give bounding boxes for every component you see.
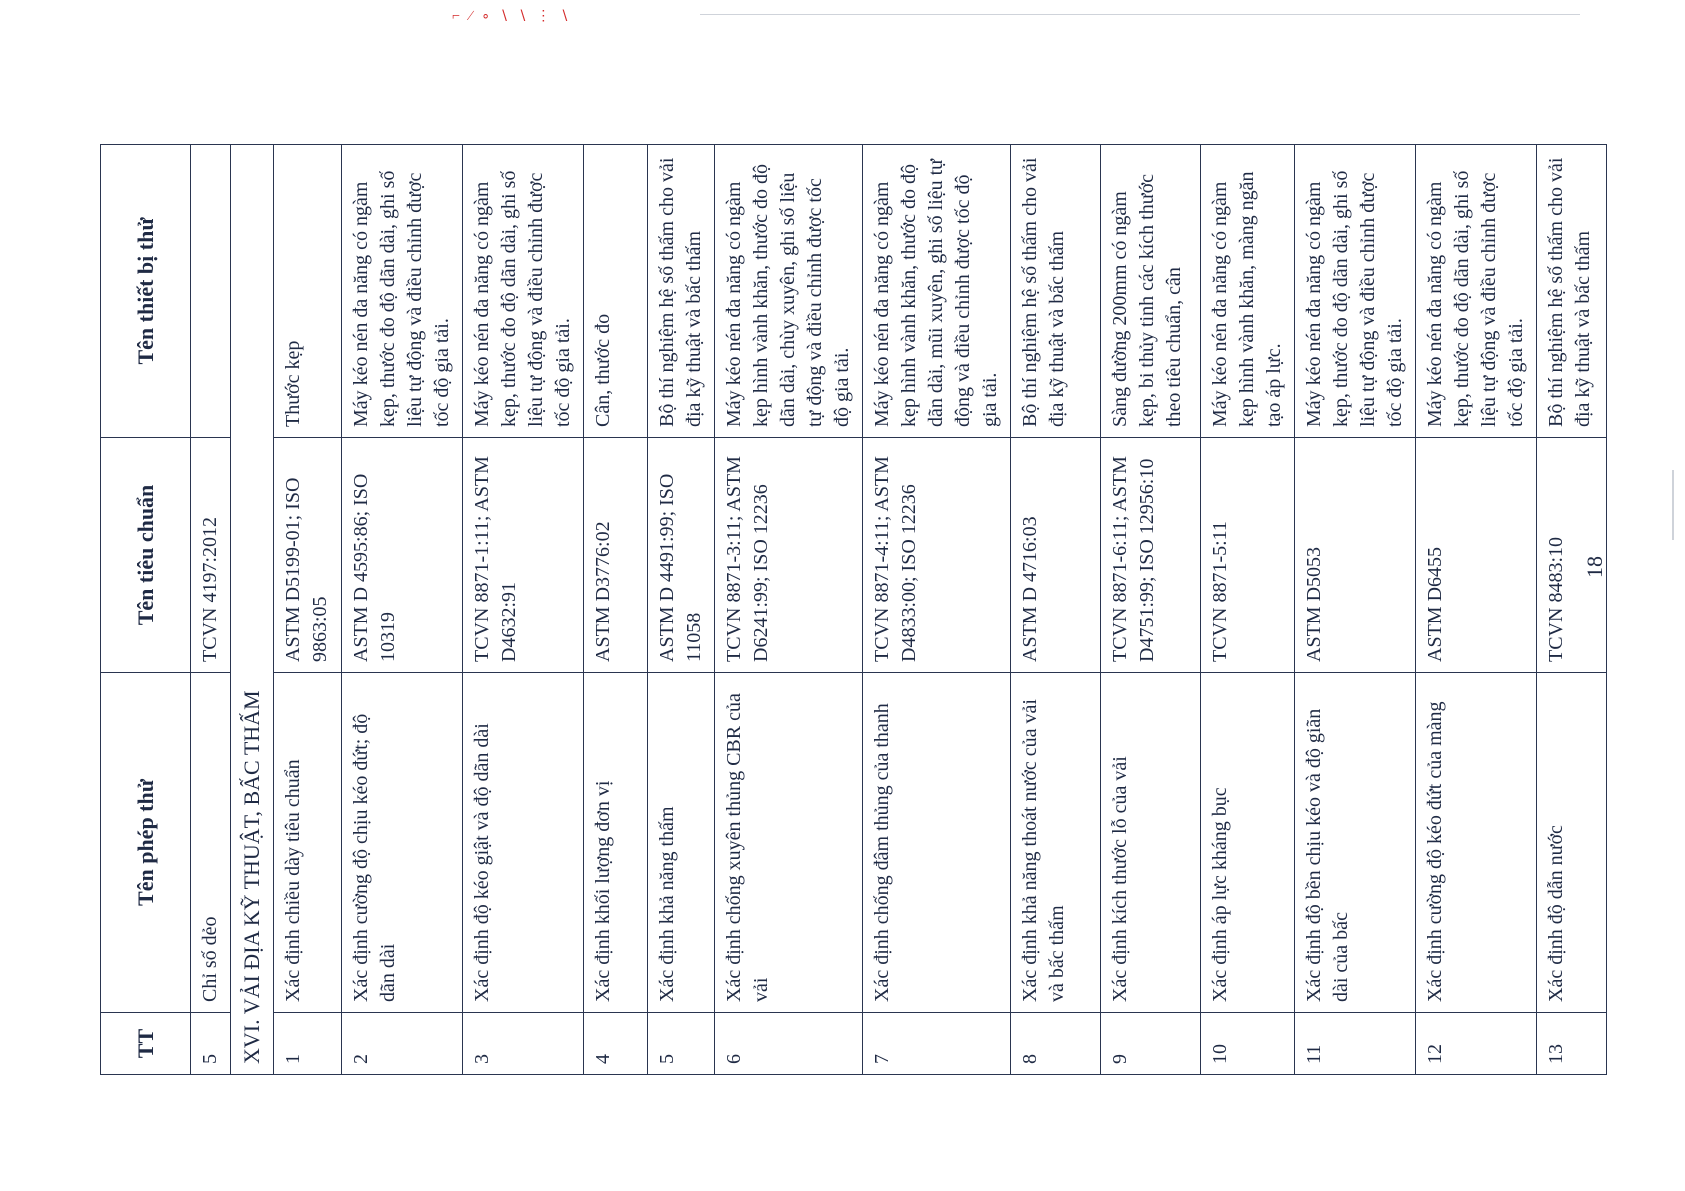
header-tt: TT	[101, 1013, 191, 1075]
header-equipment: Tên thiết bị thử	[101, 145, 191, 438]
cell-equipment: Cân, thước đo	[583, 145, 647, 438]
cell-standard: ASTM D3776:02	[583, 438, 647, 673]
table-row	[647, 145, 714, 1075]
table-row	[1536, 145, 1606, 1075]
header-test-name: Tên phép thử	[101, 673, 191, 1013]
cell-standard: ASTM D5053	[1294, 438, 1415, 673]
table-row	[1100, 145, 1200, 1075]
cell-equipment: Máy kéo nén đa năng có ngàm kẹp, thước đo độ dãn dài, ghi số liệu tự động và điều chỉnh được tốc độ gia tải.	[1415, 145, 1536, 438]
page-number: 18	[1582, 556, 1607, 578]
cell-standard: TCVN 8871-6:11; ASTM D4751:99; ISO 12956:10	[1100, 438, 1200, 673]
table-row	[583, 145, 647, 1075]
header-standard: Tên tiêu chuẩn	[101, 438, 191, 673]
cell-standard: ASTM D 4595:86; ISO 10319	[341, 438, 462, 673]
cell-tt: 2	[341, 1013, 462, 1075]
cell-tt: 9	[1100, 1013, 1200, 1075]
cell-equipment: Máy kéo nén đa năng có ngàm kẹp, thước đo độ dãn dài, ghi số liệu tự động và điều chỉnh được tốc độ gia tải.	[1294, 145, 1415, 438]
cell-standard: TCVN 8871-5:11	[1200, 438, 1294, 673]
cell-equipment: Máy kéo nén đa năng có ngàm kẹp, thước đo độ dãn dài, ghi số liệu tự động và điều chỉnh được tốc độ gia tải.	[341, 145, 462, 438]
cell-standard: TCVN 8871-1:11; ASTM D4632:91	[462, 438, 583, 673]
cell-tt: 3	[462, 1013, 583, 1075]
cell-tt: 6	[714, 1013, 862, 1075]
cell-test-name: Xác định chiều dày tiêu chuẩn	[273, 673, 341, 1013]
cell-test-name: Xác định khả năng thấm	[647, 673, 714, 1013]
scan-stamp-fragment: ⌐ ∕ ∘ ∖ ∖ ⋮ ∖	[452, 9, 572, 24]
cell-test-name: Xác định cường độ kéo đứt của màng	[1415, 673, 1536, 1013]
cell-standard: ASTM D5199-01; ISO 9863:05	[273, 438, 341, 673]
table-row	[273, 145, 341, 1075]
table-row	[462, 145, 583, 1075]
scan-edge-line-right	[1672, 470, 1674, 540]
cell-test-name: Xác định cường độ chịu kéo đứt; độ dãn dài	[341, 673, 462, 1013]
cell-standard: TCVN 4197:2012	[191, 438, 231, 673]
cell-equipment: Máy kéo nén đa năng có ngàm kẹp hình vành khăn, màng ngăn tạo áp lực.	[1200, 145, 1294, 438]
cell-standard: ASTM D 4716:03	[1010, 438, 1100, 673]
cell-equipment	[191, 145, 231, 438]
cell-tt: 7	[862, 1013, 1010, 1075]
table-row	[862, 145, 1010, 1075]
cell-equipment: Sàng đường 200mm có ngàm kẹp, bi thủy tinh các kích thước theo tiêu chuẩn, cân	[1100, 145, 1200, 438]
table-row	[341, 145, 462, 1075]
standards-table	[100, 144, 1607, 1075]
carry-over-row	[191, 145, 231, 1075]
cell-standard: TCVN 8483:10	[1536, 438, 1606, 673]
cell-tt: 12	[1415, 1013, 1536, 1075]
cell-tt: 13	[1536, 1013, 1606, 1075]
cell-test-name: Xác định áp lực kháng bục	[1200, 673, 1294, 1013]
table-row	[1010, 145, 1100, 1075]
cell-tt: 5	[647, 1013, 714, 1075]
cell-test-name: Xác định độ bền chịu kéo và độ giãn dài của bấc	[1294, 673, 1415, 1013]
cell-equipment: Máy kéo nén đa năng có ngàm kẹp hình vành khăn, thước đo độ dãn dài, mũi xuyên, ghi số liệu tự động và điều chỉnh được tốc độ gia tải.	[862, 145, 1010, 438]
rotated-page	[100, 145, 1594, 1075]
cell-tt: 10	[1200, 1013, 1294, 1075]
cell-tt: 4	[583, 1013, 647, 1075]
cell-equipment: Bộ thí nghiệm hệ số thấm cho vải địa kỹ thuật và bấc thấm	[647, 145, 714, 438]
cell-tt: 11	[1294, 1013, 1415, 1075]
cell-test-name: Xác định độ kéo giật và độ dãn dài	[462, 673, 583, 1013]
cell-test-name: Xác định khả năng thoát nước của vải và bấc thấm	[1010, 673, 1100, 1013]
cell-tt: 5	[191, 1013, 231, 1075]
cell-test-name: Xác định khối lượng đơn vị	[583, 673, 647, 1013]
table-row	[714, 145, 862, 1075]
cell-equipment: Bộ thí nghiệm hệ số thấm cho vải địa kỹ thuật và bấc thấm	[1536, 145, 1606, 438]
table-row	[1200, 145, 1294, 1075]
cell-equipment: Thước kẹp	[273, 145, 341, 438]
cell-equipment: Máy kéo nén đa năng có ngàm kẹp hình vành khăn, thước đo độ dãn dài, chùy xuyên, ghi số liệu tự động và điều chỉnh được tốc độ gia tải.	[714, 145, 862, 438]
table-row	[1415, 145, 1536, 1075]
cell-standard: TCVN 8871-3:11; ASTM D6241:99; ISO 12236	[714, 438, 862, 673]
table-row	[1294, 145, 1415, 1075]
cell-test-name: Xác định độ dẫn nước	[1536, 673, 1606, 1013]
scan-edge-line	[700, 14, 1580, 15]
cell-standard: ASTM D6455	[1415, 438, 1536, 673]
section-row	[231, 145, 274, 1075]
section-title: XVI. VẢI ĐỊA KỸ THUẬT, BẤC THẤM	[231, 145, 274, 1075]
cell-tt: 8	[1010, 1013, 1100, 1075]
cell-standard: TCVN 8871-4:11; ASTM D4833:00; ISO 12236	[862, 438, 1010, 673]
cell-equipment: Bộ thí nghiệm hệ số thấm cho vải địa kỹ thuật và bấc thấm	[1010, 145, 1100, 438]
cell-test-name: Xác định kích thước lỗ của vải	[1100, 673, 1200, 1013]
cell-test-name: Xác định chống đâm thủng của thanh	[862, 673, 1010, 1013]
cell-tt: 1	[273, 1013, 341, 1075]
cell-equipment: Máy kéo nén đa năng có ngàm kẹp, thước đo độ dãn dài, ghi số liệu tự động và điều chỉnh được tốc độ gia tải.	[462, 145, 583, 438]
cell-test-name: Xác định chống xuyên thủng CBR của vải	[714, 673, 862, 1013]
table-header-row	[101, 145, 191, 1075]
cell-standard: ASTM D 4491:99; ISO 11058	[647, 438, 714, 673]
cell-test-name: Chỉ số dẻo	[191, 673, 231, 1013]
